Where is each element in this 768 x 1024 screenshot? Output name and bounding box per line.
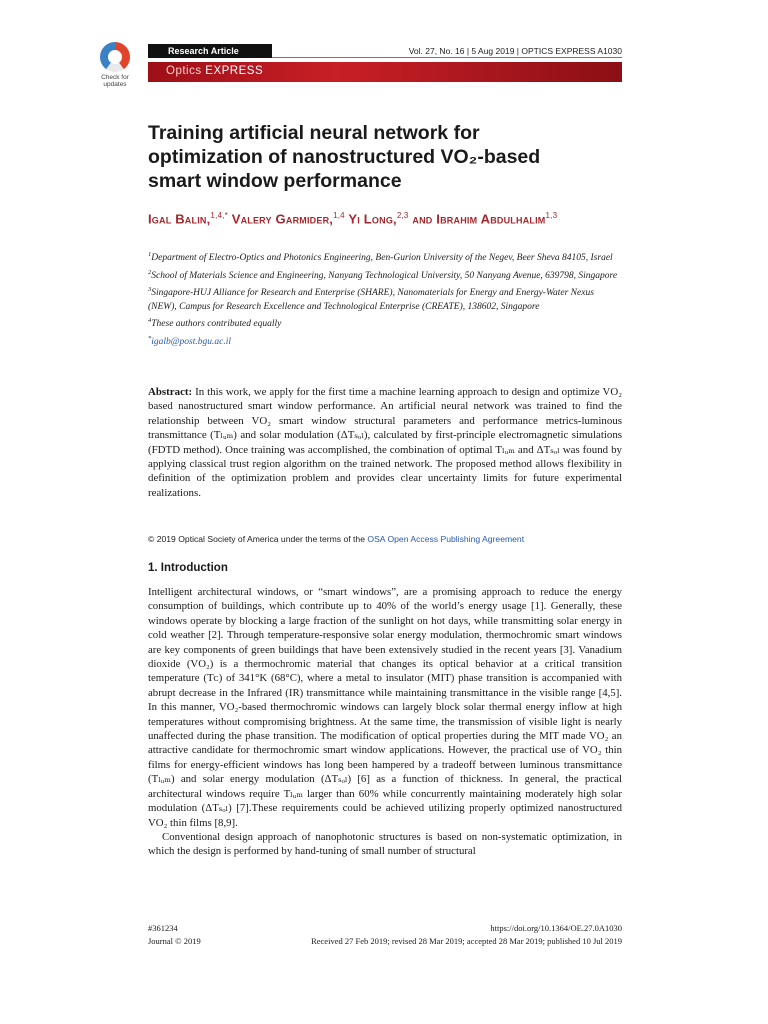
journal-copyright: Journal © 2019 — [148, 936, 201, 946]
affiliation-text: School of Materials Science and Engineering, Nanyang Technological University, 50 Nanyang Avenue, 639798, Singapore — [151, 270, 618, 281]
crossmark-icon — [100, 42, 130, 72]
article-title: Training artificial neural network for optimization of nanostructured VO₂-based smart window performance — [148, 122, 541, 192]
affiliation-number: 4 — [148, 317, 152, 325]
abstract-text: In this work, we apply for the first time a machine learning approach to design and optimize VO₂ based nanostructured smart window performance. An artificial neural network was trained to find the relationship between VO₂ smart window structural parameters and performance metrics-luminous transmittance (Tₗᵤₘ) and solar modulation (ΔTₛₒₗ), calculated by first-principle electromagnetic simulations (FDTD method). Once training was accomplished, the combination of optimal Tₗᵤₘ and ΔTₛₒₗ was found by applying classical trust region algorithm on the trained network. The proposed method allows flexibility in definition of the optimization problem and provides clear uncertainty limits for future experimental realizations. — [148, 386, 622, 499]
check-for-updates-badge[interactable] — [92, 42, 138, 92]
publishing-agreement-link[interactable]: OSA Open Access Publishing Agreement — [367, 534, 525, 544]
footer-right — [311, 922, 622, 948]
journal-brand: Optics — [166, 65, 202, 77]
paragraph: Intelligent architectural windows, or “smart windows”, are a promising approach to reduce the energy consumption of buildings, which contribute up to 40% of the world’s energy usage [1]. Generally, these windows operate by blocking a large fraction of the sunlight on hot days, while transmitting solar energy in cold weather [2]. Through temperature-responsive solar energy modulation, thermochromic smart windows are key components of green buildings that have been extensively studied in the recent years [3]. Vanadium dioxide (VO₂) is a thermochromic material that changes its optical behavior at a critical transition temperature (Tᴄ) of 341°K (68°C), where a metal to insulator (MIT) phase transition is accompanied with abrupt decrease in the Infrared (IR) transmittance while maintaining transmittance in the visible range [4,5]. In this manner, VO₂-based thermochromic windows can largely block solar thermal energy inflow at high temperatures without compromising brightness. At the same time, the transmission of visible light is nearly unaffected during the phase transition. The modification of optical properties during the MIT made VO₂ an attractive candidate for thermochromic smart window applications. However, the practical use of VO₂ thin films for energy-efficient windows has long been hampered by a tradeoff between luminous transmittance (Tₗᵤₘ) and solar energy modulation (ΔTₛₒₗ) [6] as a function of thickness. In general, the practical architectural windows require Tₗᵤₘ larger than 60% while concurrently maintaining moderately high solar modulation (ΔTₛₒₗ) [7].These requirements could be achieved utilizing properly optimized nanostructured VO₂ thin films [8,9]. — [148, 586, 622, 829]
article-type-label: Research Article — [148, 44, 272, 58]
affiliation — [148, 266, 618, 284]
article-id: #361234 — [148, 923, 178, 933]
journal-name: EXPRESS — [205, 65, 264, 77]
volume-line: Vol. 27, No. 16 | 5 Aug 2019 | OPTICS EXPRESS A1030 — [408, 46, 622, 56]
abstract — [148, 385, 622, 500]
affiliation — [148, 283, 618, 314]
copyright-line — [148, 534, 524, 544]
journal-banner — [148, 62, 622, 82]
affiliation-text: Department of Electro-Optics and Photonics Engineering, Ben-Gurion University of the Negev, Beer Sheva 84105, Israel — [151, 253, 613, 264]
email-mark: * — [148, 334, 152, 342]
affiliation-number: 3 — [148, 286, 152, 294]
author-name[interactable]: Valery Garmider, — [227, 211, 334, 227]
email-link[interactable]: igalb@post.bgu.ac.il — [151, 336, 231, 347]
footer-left — [148, 922, 201, 948]
author-list — [148, 208, 608, 227]
affiliation-number: 1 — [148, 251, 152, 258]
author-affiliation-mark: 2,3 — [396, 211, 409, 220]
publication-dates: Received 27 Feb 2019; revised 28 Mar 2019; accepted 28 Mar 2019; published 10 Jul 2019 — [311, 936, 622, 946]
author-name[interactable]: Yi Long, — [344, 211, 397, 227]
corresponding-email — [148, 332, 618, 350]
author-affiliation-mark: 1,4,* — [210, 211, 228, 220]
author-name[interactable]: Igal Balin, — [148, 211, 211, 227]
affiliation — [148, 314, 618, 332]
section-body — [148, 585, 622, 859]
affiliation-list — [148, 248, 618, 349]
author-affiliation-mark: 1,4 — [333, 211, 345, 220]
author-affiliation-mark: 1,3 — [545, 211, 558, 220]
paragraph: Conventional design approach of nanophotonic structures is based on non-systematic optimization, in which the design is performed by hand-tuning of small number of structural — [148, 830, 622, 858]
copyright-text: © 2019 Optical Society of America under the terms of the — [148, 534, 368, 544]
affiliation-number: 2 — [148, 268, 152, 276]
header-rule — [272, 57, 622, 58]
affiliation — [148, 248, 618, 266]
doi-link[interactable]: https://doi.org/10.1364/OE.27.0A1030 — [490, 923, 622, 933]
affiliation-text: Singapore-HUJ Alliance for Research and Enterprise (SHARE), Nanomaterials for Energy and Energy-Water Nexus (NEW), Campus for Research Excellence and Technological Enterprise (CREATE), 138602, Singapore — [148, 288, 594, 312]
section-heading: 1. Introduction — [148, 562, 228, 574]
badge-label: Check for updates — [101, 74, 129, 88]
affiliation-text: These authors contributed equally — [151, 319, 282, 330]
journal-title — [166, 65, 263, 77]
author-name[interactable]: and Ibrahim Abdulhalim — [408, 211, 546, 227]
article-header — [148, 44, 622, 58]
abstract-label: Abstract: — [148, 386, 193, 398]
